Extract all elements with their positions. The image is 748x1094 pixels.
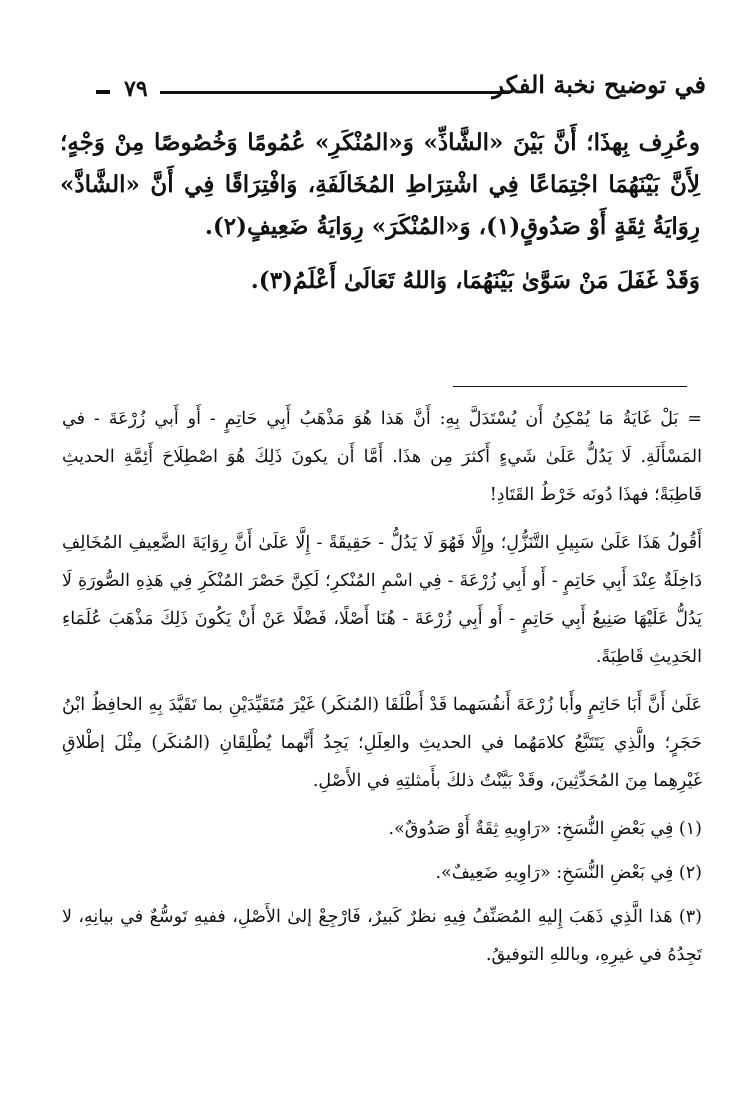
running-title: في توضيح نخبة الفكر [492,70,706,99]
footnotes [62,400,702,984]
page-number: ٧٩ [124,76,148,102]
main-paragraph: وَقَدْ غَفَلَ مَنْ سَوَّىٰ بَيْنَهُمَا، وَاللهُ تَعَالَىٰ أَعْلَمُ(٣). [250,267,700,294]
header-dash [96,90,110,94]
running-header [96,70,706,110]
footnote-separator [453,386,687,387]
main-text [60,122,700,314]
header-rule [160,91,510,94]
footnote-continuation: = بَلْ غَايَةُ مَا يُمْكِنُ أَن يُسْتَدَلَّ بِهِ: أَنَّ هَذا هُوَ مَذْهَبُ أَبِي حَاتِمٍ - أَو أَبي زُرْعَةَ - في المَسْأَلَةِ. لَا يَدُلُّ عَلَىٰ شَيءٍ أَكثرَ مِن هذَا. أَمَّا أَن يكونَ ذَلِكَ هُوَ اصْطِلَاحَ أَئِمَّةِ الحديثِ قَاطِبَةً؛ فهذَا دُونَه خَرْطُ القَتَادِ! [62,409,702,505]
main-paragraph: وعُرِف بِهذَا؛ أَنَّ بَيْنَ «الشَّاذِّ» وَ«المُنْكَرِ» عُمُومًا وَخُصُوصًا مِنْ وَجْهٍ؛ لِأَنَّ بَيْنَهُمَا اجْتِمَاعًا فِي اشْتِرَاطِ المُخَالَفَةِ، وَافْتِرَاقًا فِي أَنَّ «الشَّاذَّ» رِوَايَةُ ثِقَةٍ أَوْ صَدُوقٍ(١)، وَ«المُنْكَرَ» رِوَايَةُ ضَعِيفٍ(٢). [60,129,700,240]
footnote-2: (٢) فِي بَعْضِ النُّسَخِ: «رَاوِيهِ ضَعِيفٌ». [435,863,702,883]
footnote-1: (١) فِي بَعْضِ النُّسَخِ: «رَاوِيهِ ثِقَةٌ أَوْ صَدُوقٌ». [388,819,702,839]
footnote-3: (٣) هَذا الَّذِي ذَهَبَ إِليهِ المُصَنِّفُ فِيهِ نظرٌ كَبيرٌ، فَارْجِعْ إلىٰ الأَصْلِ، ففيهِ تَوسُّعٌ في بيانِهِ، لا تَجِدُهُ في غيرِهِ، وباللهِ التوفيقُ. [62,907,702,965]
footnote-continuation: عَلَىٰ أَنَّ أَبَا حَاتِمٍ وأَبا زُرْعَةَ أَنفُسَهما قَدْ أَطْلَقَا (المُنكَر) غَيْرَ مُتَقَيِّدَيْنِ بما تَقَيَّدَ بِهِ الحافِظُ ابْنُ حَجَرٍ؛ والَّذِي يَتَتَبَّعُ كلامَهُما في الحديثِ والعِلَلِ؛ يَجِدُ أَنَّهما يُطْلِقَانِ (المُنكَر) مِثْلَ إطْلاقِ غَيْرِهِما مِنَ المُحَدِّثِينَ، وقَدْ بَيَّنْتُ ذلكَ بأَمثلتِهِ في الأَصْلِ. [62,695,702,791]
footnote-continuation: أَقُولُ هَذَا عَلَىٰ سَبِيلِ التَّنَزُّلِ؛ وإِلَّا فَهُوَ لَا يَدُلُّ - حَقِيقَةً - إِلَّا عَلَىٰ أَنَّ رِوَايَةَ الضَّعِيفِ المُخَالِفِ دَاخِلَةٌ عِنْدَ أَبِي حَاتِمٍ - أَو أَبِي زُرْعَةَ - فِي اسْمِ المُنْكرِ؛ لَكِنَّ حَصْرَ المُنْكَرِ فِي هَذِهِ الصُّورَةِ لَا يَدُلُّ عَلَيْهَا صَنِيعُ أَبِي حَاتِمٍ - أَو أَبِي زُرْعَةَ - هُنَا أَصْلًا، فَضْلًا عَنْ أَنْ يَكُونَ ذَلِكَ مَذْهَبَ عُلَمَاءِ الحَدِيثِ قَاطِبَةً. [62,533,702,667]
